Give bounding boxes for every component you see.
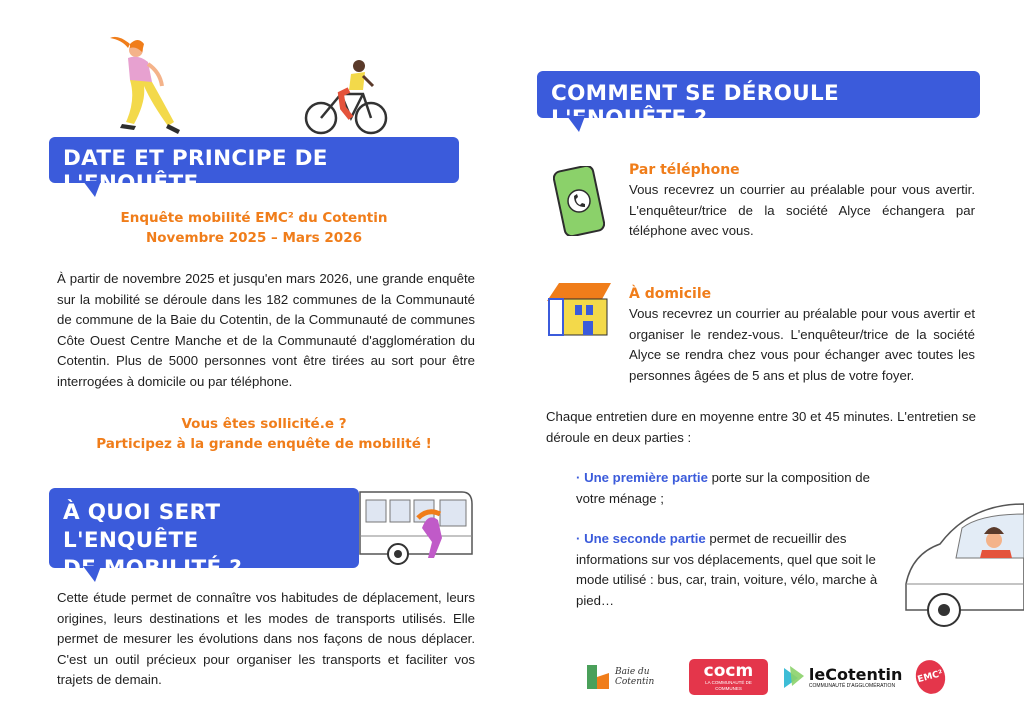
section-a-quoi-sert-title-line2: DE MOBILITÉ ? (63, 556, 242, 581)
home-paragraph: Vous recevrez un courrier au préalable pour vous avertir et organiser le rendez-vous. L'enquêteur/trice de la société Alyce se rendra chez vous pour échanger avec toutes les personnes âgées de 5 ans et plus de votre foyer. (629, 306, 975, 383)
partner-logos (585, 655, 945, 699)
interview-part-2-strong: Une seconde partie (584, 531, 706, 546)
bubble-tail (83, 566, 101, 582)
lecotentin-wordmark (809, 666, 902, 689)
section-date-principe-paragraph: À partir de novembre 2025 et jusqu'en mars 2026, une grande enquête sur la mobilité se déroule dans les 182 communes de la Communauté de commune de la Baie du Cotentin, de la Communauté de communes Côte Ouest Centre Manche et de la Communauté d'agglomération du Cotentin. Plus de 5000 personnes vont être tirées au sort pour être interrogées à domicile ou par téléphone. (57, 271, 475, 389)
lecotentin-subtext: COMMUNAUTÉ D'AGGLOMÉRATION (808, 682, 896, 689)
bullet-dot: · (576, 470, 585, 485)
logo-cocm (689, 659, 768, 695)
duration-paragraph: Chaque entretien dure en moyenne entre 30 et 45 minutes. L'entretien se déroule en deux parties : (546, 409, 976, 445)
interview-part-1-text: porte sur la composition de votre ménage ; (576, 470, 870, 506)
bubble-tail (567, 116, 585, 132)
interview-part-1-strong: Une première partie (584, 470, 708, 485)
phone-paragraph: Vous recevrez un courrier au préalable pour vous avertir. L'enquêteur/trice de la société Alyce échangera par téléphone avec vous. (629, 182, 975, 238)
baie-du-cotentin-text: Baie du Cotentin (615, 667, 655, 687)
survey-subtitle-line1: Enquête mobilité EMC² du Cotentin (120, 210, 388, 226)
bubble-tail (83, 181, 101, 197)
walking-woman-illustration (108, 30, 188, 138)
emc-text: EMC² (917, 668, 945, 686)
logo-lecotentin (782, 664, 902, 690)
interview-part-2 (576, 529, 882, 611)
interview-part-1 (576, 468, 882, 509)
section-a-quoi-sert-title-line1: À QUOI SERT L'ENQUÊTE (63, 500, 221, 553)
car-illustration (900, 494, 1024, 630)
section-deroulement-title (537, 71, 980, 131)
home-heading: À domicile (629, 286, 712, 302)
interview-parts-list (576, 468, 882, 611)
participation-callout-line2: Participez à la grande enquête de mobilité ! (96, 436, 432, 452)
baie-du-cotentin-icon (585, 661, 611, 693)
interview-part-2-text: permet de recueillir des informations sur vos déplacements, quel que soit le mode utilisé : bus, car, train, voiture, vélo, marche à pied… (576, 531, 878, 608)
section-date-principe-title (49, 137, 459, 196)
section-date-principe-title-text: DATE ET PRINCIPE DE L'ENQUÊTE (63, 146, 328, 196)
bus-illustration (358, 488, 476, 568)
phone-heading: Par téléphone (629, 162, 740, 178)
bullet-dot: · (576, 531, 585, 546)
survey-subtitle-line2: Novembre 2025 – Mars 2026 (145, 230, 362, 246)
participation-callout (49, 414, 479, 454)
section-a-quoi-sert-paragraph: Cette étude permet de connaître vos habitudes de déplacement, leurs origines, leurs destinations et les modes de transports utilisés. Elle permet de mesurer les évolutions dans nos façons de nous déplacer. C'est un outil précieux pour organiser les transports et faciliter vos trajets de demain. (57, 590, 475, 687)
lecotentin-icon (782, 664, 806, 690)
house-icon (545, 279, 615, 337)
logo-baie-du-cotentin (585, 661, 675, 693)
section-a-quoi-sert-title (49, 488, 359, 581)
survey-subtitle (49, 208, 459, 248)
section-deroulement-title-text: COMMENT SE DÉROULE L'ENQUÊTE ? (551, 81, 839, 131)
participation-callout-line1: Vous êtes sollicité.e ? (181, 416, 347, 432)
phone-icon (553, 166, 605, 236)
lecotentin-text: leCotentin (808, 664, 903, 684)
cyclist-illustration (303, 56, 389, 138)
cocm-text: cocm (703, 661, 754, 681)
cocm-subtext: LA COMMUNAUTÉ DE COMMUNES (705, 680, 752, 691)
logo-emc (912, 657, 948, 697)
